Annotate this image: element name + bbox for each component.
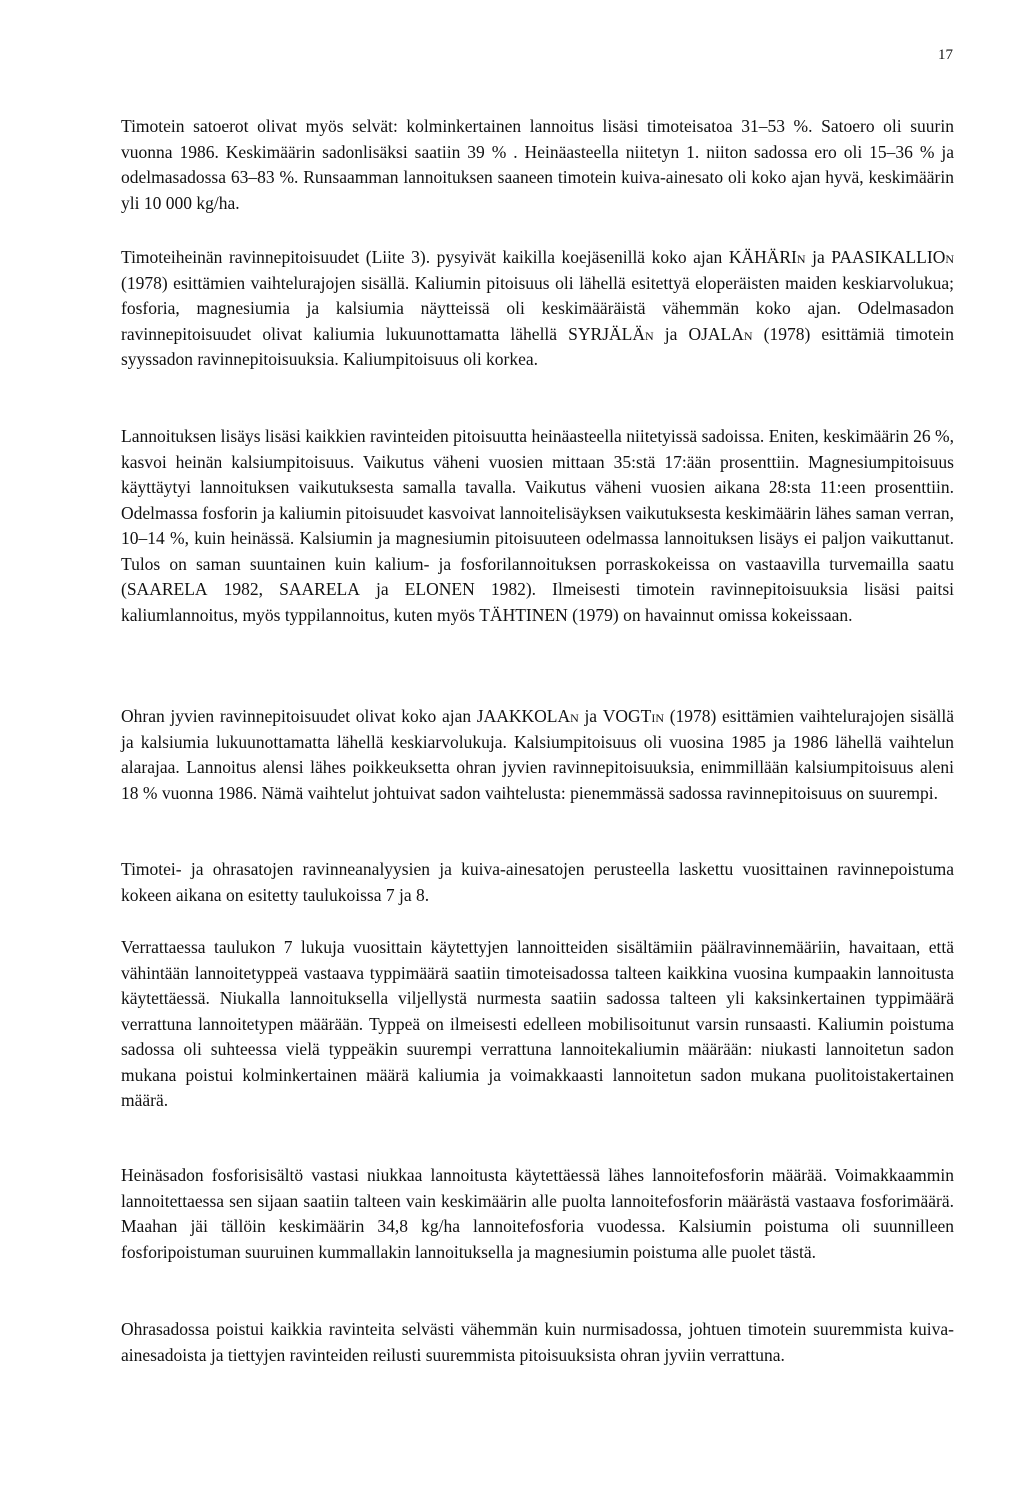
- author-name: VOGTin: [602, 706, 665, 726]
- paragraph-fertilization-effect: [121, 424, 954, 628]
- author-name: TÄHTINEN: [479, 604, 568, 625]
- page-number: 17: [938, 47, 953, 63]
- text-segment: (1978) esittämien vaihtelurajojen sisällä. Kaliumin pitoisuus oli lähellä esitettyä eloperäisten maiden keskiarvolukua; fosforia, magnesiumia ja kalsiumia näytteissä oli keskimääräistä vähemmän koko ajan. Odelmasadon ravinnepitoisuudet olivat kaliumia lukuunottamatta lähellä: [121, 272, 954, 344]
- author-name: JAAKKOLAn: [476, 706, 579, 726]
- text-segment: ja: [653, 323, 689, 344]
- text-segment: Timotein satoerot olivat myös selvät: kolminkertainen lannoitus lisäsi timoteisatoa 31–53 %. Satoero oli suurin vuonna 1986. Keskimäärin sadonlisäksi saatiin 39 % . Heinäasteella niitetyn 1. niiton sadossa ero oli 15–36 % ja odelmasadossa 63–83 %. Runsaamman lannoituksen saaneen timotein kuiva-ainesato oli koko ajan hyvä, keskimäärin yli 10 000 kg/ha.: [121, 116, 954, 213]
- author-name: OJALAn: [688, 323, 753, 344]
- author-name: SAARELA: [126, 579, 208, 599]
- text-segment: Timotei- ja ohrasatojen ravinneanalyysien ja kuiva-ainesatojen perusteella laskettu vuosittainen ravinnepoistuma kokeen aikana on esitetty taulukoissa 7 ja 8.: [121, 859, 954, 905]
- paragraph-timothy-nutrient-content: [121, 245, 954, 373]
- text-segment: (1979) on havainnut omissa kokeissaan.: [567, 604, 853, 625]
- author-name: KÄHÄRIn: [728, 247, 806, 267]
- author-name: ELONEN: [404, 579, 475, 599]
- author-name: SAARELA: [279, 579, 360, 599]
- text-segment: Ohrasadossa poistui kaikkia ravinteita selvästi vähemmän kuin nurmisadossa, johtuen timotein suuremmista kuiva-ainesadoista ja tiettyjen ravinteiden reilusti suuremmista pitoisuuksista ohran jyviin verrattuna.: [121, 1319, 954, 1365]
- author-name: PAASIKALLIOn: [831, 247, 954, 267]
- text-segment: 1982). Ilmeisesti timotein ravinnepitoisuuksia lisäsi paitsi kaliumlannoitus, myös typpilannoitus, kuten myös: [121, 579, 954, 625]
- text-segment: ja: [805, 247, 832, 267]
- text-segment: Ohran jyvien ravinnepitoisuudet olivat koko ajan: [121, 706, 477, 726]
- paragraph-phosphorus-content: [121, 1163, 954, 1265]
- text-segment: Verrattaessa taulukon 7 lukuja vuosittain käytettyjen lannoitteiden sisältämiin päälravinnemääriin, havaitaan, että vähintään lannoitetyppeä vastaava typpimäärä saatiin timoteisadossa talteen kaikkina vuosina kumpaakin lannoitusta käytettäessä. Niukalla lannoituksella viljellystä nurmesta saatiin sadossa talteen yli kaksinkertainen typpimäärä verrattuna lannoitetypen määrään. Typpeä on ilmeisesti edelleen mobilisoitunut varsin runsaasti. Kaliumin poistuma sadossa oli suhteessa vielä typpeäkin suurempi verrattuna lannoitekaliumin määrään: niukasti lannoitetun sadon mukana poistui kolminkertainen määrä kaliumia ja voimakkaasti lannoitetun sadon mukana puolitoistakertainen määrä.: [121, 937, 954, 1110]
- text-segment: Lannoituksen lisäys lisäsi kaikkien ravinteiden pitoisuutta heinäasteella niitetyissä sadoissa. Eniten, keskimäärin 26 %, kasvoi heinän kalsiumpitoisuus. Vaikutus väheni vuosien mittaan 35:stä 17:ään prosenttiin. Magnesiumpitoisuus käyttäytyi lannoituksen vaikutuksesta samalla tavalla. Vaikutus väheni vuosien aikana 28:sta 11:een prosenttiin. Odelmassa fosforin ja kaliumin pitoisuudet kasvoivat lannoitelisäyksen vaikutuksesta keskimäärin lähes saman verran, 10–14 %, kuin heinässä. Kalsiumin ja magnesiumin pitoisuuteen odelmassa lannoituksen lisäys ei paljon vaikuttanut. Tulos on saman suuntainen kuin kalium- ja fosforilannoituksen porraskokeissa on vastaavilla turvemailla saatu (: [121, 426, 954, 599]
- paragraph-barley-nutrients: [121, 704, 954, 806]
- text-segment: Timoteiheinän ravinnepitoisuudet (Liite 3). pysyivät kaikilla koejäsenillä koko ajan: [121, 247, 729, 267]
- text-segment: 1982,: [207, 579, 280, 599]
- text-segment: ja: [359, 579, 405, 599]
- paragraph-barley-removal: [121, 1317, 954, 1368]
- paragraph-table-7-comparison: [121, 935, 954, 1114]
- paragraph-nutrient-removal: [121, 857, 954, 908]
- text-segment: (1978) esittämien vaihtelurajojen sisällä ja kalsiumia lukuunottamatta lähellä keskiarvolukuja. Kalsiumpitoisuus oli vuosina 1985 ja 1986 lähellä vaihtelun alarajaa. Lannoitus alensi lähes poikkeuksetta ohran jyvien ravinnepitoisuuksia, enimmillään kalsiumpitoisuus aleni 18 % vuonna 1986. Nämä vaihtelut johtuivat sadon vaihtelusta: pienemmässä sadossa ravinnepitoisuus on suurempi.: [121, 706, 954, 803]
- paragraph-timothy-yield: [121, 114, 954, 216]
- author-name: SYRJÄLÄn: [568, 323, 654, 344]
- text-segment: ja: [578, 706, 603, 726]
- text-segment: Heinäsadon fosforisisältö vastasi niukkaa lannoitusta käytettäessä lähes lannoitefosforin määrää. Voimakkaammin lannoitettaessa sen sijaan saatiin talteen vain keskimäärin alle puolta lannoitefosforin määrästä vastaava fosforimäärä. Maahan jäi tällöin keskimäärin 34,8 kg/ha lannoitefosforia vuodessa. Kalsiumin poistuma oli suunnilleen fosforipoistuman suuruinen kummallakin lannoituksella ja magnesiumin poistuma alle puolet tästä.: [121, 1165, 954, 1262]
- text-segment: (1978) esittämiä timotein syyssadon ravinnepitoisuuksia. Kaliumpitoisuus oli korkea.: [121, 323, 954, 369]
